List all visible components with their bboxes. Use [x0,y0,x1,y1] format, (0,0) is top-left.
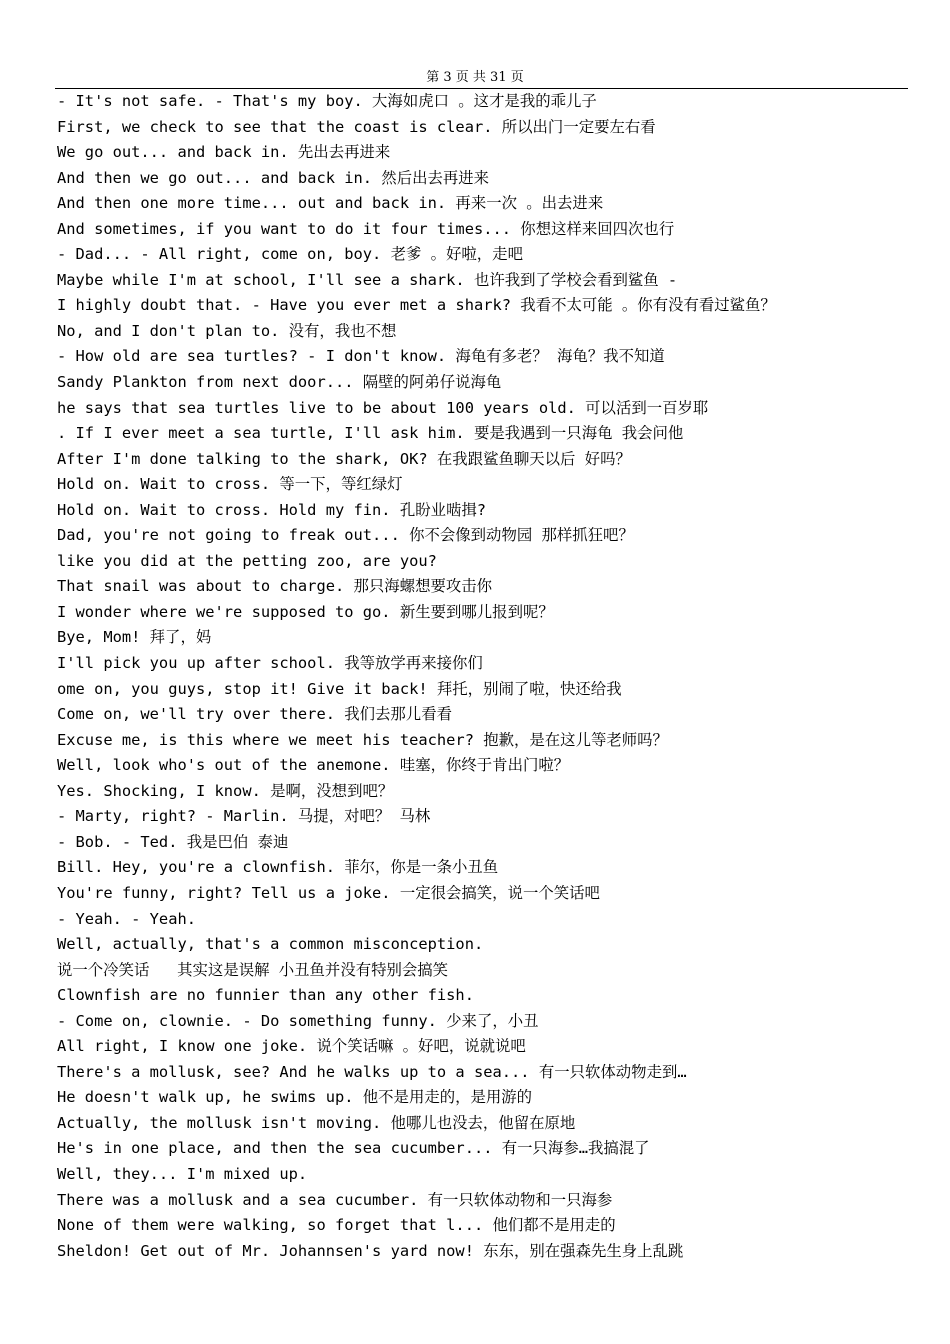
subtitle-line: Actually, the mollusk isn't moving. 他哪儿也没去，他留在原地 [57,1113,576,1132]
subtitle-line: 说一个冷笑话 其实这是误解 小丑鱼并没有特别会搞笑 [57,960,449,979]
subtitle-line: Well, actually, that's a common misconception. [57,935,484,954]
subtitle-line: Sheldon! Get out of Mr. Johannsen's yard now! 东东，别在强森先生身上乱跳 [57,1241,684,1260]
subtitle-line: Maybe while I'm at school, I'll see a shark. 也许我到了学校会看到鲨鱼 - [57,270,678,289]
subtitle-line: He's in one place, and then the sea cucumber... 有一只海参…我搞混了 [57,1139,650,1158]
subtitle-line: Hold on. Wait to cross. 等一下，等红绿灯 [57,475,403,494]
subtitle-line: I'll pick you up after school. 我等放学再来接你们 [57,654,483,673]
subtitle-line: Bill. Hey, you're a clownfish. 菲尔，你是一条小丑鱼 [57,858,499,877]
subtitle-line: And sometimes, if you want to do it four times... 你想这样来回四次也行 [57,219,675,238]
subtitle-line: Well, they... I'm mixed up. [57,1164,308,1183]
subtitle-line: There's a mollusk, see? And he walks up to a sea... 有一只软体动物走到… [57,1062,687,1081]
subtitle-line: - Bob. - Ted. 我是巴伯 泰迪 [57,832,289,851]
subtitle-line: First, we check to see that the coast is clear. 所以出门一定要左右看 [57,117,656,136]
subtitle-line: Bye, Mom! 拜了，妈 [57,628,212,647]
subtitle-lines [57,89,937,1264]
subtitle-line: You're funny, right? Tell us a joke. 一定很会搞笑，说一个笑话吧 [57,883,600,902]
subtitle-line: Hold on. Wait to cross. Hold my fin. 孔盼业啮揖? [57,500,487,519]
subtitle-line: Clownfish are no funnier than any other fish. [57,986,474,1005]
subtitle-line: He doesn't walk up, he swims up. 他不是用走的，是用游的 [57,1088,533,1107]
subtitle-line: Come on, we'll try over there. 我们去那儿看看 [57,705,452,724]
subtitle-line: All right, I know one joke. 说个笑话嘛 。好吧，说就说吧 [57,1037,526,1056]
subtitle-line: . If I ever meet a sea turtle, I'll ask him. 要是我遇到一只海龟 我会问他 [57,424,684,443]
subtitle-line: After I'm done talking to the shark, OK? 在我跟鲨鱼聊天以后 好吗？ [57,449,631,468]
subtitle-line: - Yeah. - Yeah. [57,909,196,928]
subtitle-line: That snail was about to charge. 那只海螺想要攻击你 [57,577,493,596]
subtitle-line: - How old are sea turtles? - I don't know. 海龟有多老？ 海龟？我不知道 [57,347,665,366]
subtitle-line: I wonder where we're supposed to go. 新生要到哪儿报到呢？ [57,602,554,621]
subtitle-line: ome on, you guys, stop it! Give it back! 拜托，别闹了啦，快还给我 [57,679,622,698]
subtitle-line: Yes. Shocking, I know. 是啊，没想到吧？ [57,781,394,800]
subtitle-line: There was a mollusk and a sea cucumber. 有一只软体动物和一只海参 [57,1190,613,1209]
subtitle-line: Sandy Plankton from next door... 隔壁的阿弟仔说海龟 [57,373,502,392]
page-number-header: 第 3 页 共 31 页 [426,70,524,85]
subtitle-line: And then one more time... out and back in. 再来一次 。出去进来 [57,194,604,213]
subtitle-line: I highly doubt that. - Have you ever met a shark? 我看不太可能 。你有没有看过鲨鱼？ [57,296,776,315]
subtitle-line: like you did at the petting zoo, are you? [57,551,437,570]
subtitle-line: - Come on, clownie. - Do something funny. 少来了，小丑 [57,1011,539,1030]
subtitle-line: No, and I don't plan to. 没有，我也不想 [57,321,397,340]
subtitle-line: Well, look who's out of the anemone. 哇塞，你终于肯出门啦？ [57,756,570,775]
subtitle-line: We go out... and back in. 先出去再进来 [57,143,391,162]
subtitle-line: - It's not safe. - That's my boy. 大海如虎口 。这才是我的乖儿子 [57,92,597,110]
subtitle-line: he says that sea turtles live to be about 100 years old. 可以活到一百岁耶 [57,398,709,417]
subtitle-line: None of them were walking, so forget that l... 他们都不是用走的 [57,1216,616,1235]
subtitle-line: - Dad... - All right, come on, boy. 老爹 。好啦，走吧 [57,245,523,264]
subtitle-line: - Marty, right? - Marlin. 马提，对吧？ 马林 [57,807,431,826]
subtitle-line: And then we go out... and back in. 然后出去再进来 [57,168,490,187]
subtitle-line: Excuse me, is this where we meet his teacher? 抱歉，是在这儿等老师吗？ [57,730,668,749]
subtitle-line: Dad, you're not going to freak out... 你不会像到动物园 那样抓狂吧？ [57,526,634,545]
